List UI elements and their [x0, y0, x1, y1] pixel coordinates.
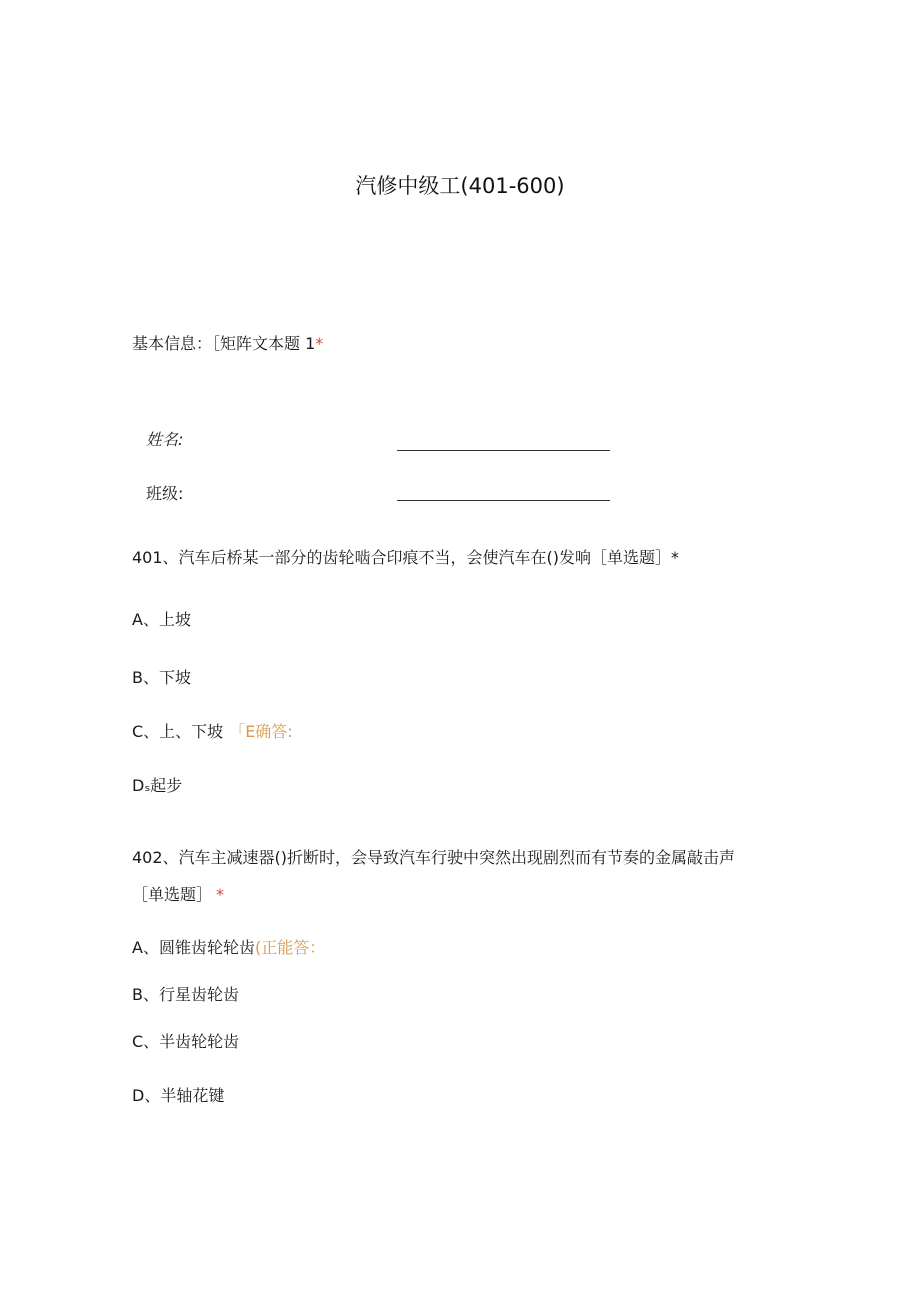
name-input-line[interactable] — [397, 450, 610, 451]
required-mark: * — [671, 548, 680, 567]
required-mark: * — [216, 885, 225, 904]
option-a[interactable] — [132, 938, 325, 958]
option-c[interactable] — [132, 722, 293, 742]
question-402-stem-line2 — [132, 885, 224, 905]
option-a[interactable] — [132, 610, 191, 630]
option-c-text: C、半齿轮轮齿 — [132, 1032, 240, 1051]
option-c[interactable] — [132, 1032, 239, 1052]
name-field-label: 姓名: — [146, 430, 184, 449]
option-b[interactable] — [132, 985, 239, 1005]
option-d-text: D、半轴花键 — [132, 1086, 225, 1105]
question-401-stem — [132, 548, 679, 568]
option-b-text: B、行星齿轮齿 — [132, 985, 239, 1004]
question-401-text: 401、汽车后桥某一部分的齿轮啮合印痕不当，会使汽车在()发响［单选题］ — [132, 548, 672, 567]
class-field-label: 班级: — [146, 484, 184, 503]
option-a-text: A、上坡 — [132, 610, 191, 629]
basic-info-heading — [132, 334, 323, 354]
required-mark: * — [315, 334, 324, 353]
option-a-text: A、圆锥齿轮轮齿 — [132, 938, 255, 957]
option-d[interactable] — [132, 1086, 224, 1106]
question-402-stem-line1: 402、汽车主减速器()折断时，会导致汽车行驶中突然出现剧烈而有节奏的金属敲击声 — [132, 848, 736, 867]
option-c-text: C、上、下坡 — [132, 722, 224, 741]
question-402-type: ［单选题］ — [132, 885, 213, 904]
basic-info-label: 基本信息：［矩阵文本题 1 — [132, 334, 316, 353]
option-d[interactable] — [132, 776, 182, 796]
option-d-text: Dₛ起步 — [132, 776, 183, 795]
correct-answer-marker: (正能答： — [254, 938, 326, 957]
page-title: 汽修中级工(401-600) — [355, 174, 565, 198]
class-input-line[interactable] — [397, 500, 610, 501]
option-b-text: B、下坡 — [132, 668, 191, 687]
correct-answer-marker: 「E确答: — [229, 722, 293, 741]
option-b[interactable] — [132, 668, 191, 688]
